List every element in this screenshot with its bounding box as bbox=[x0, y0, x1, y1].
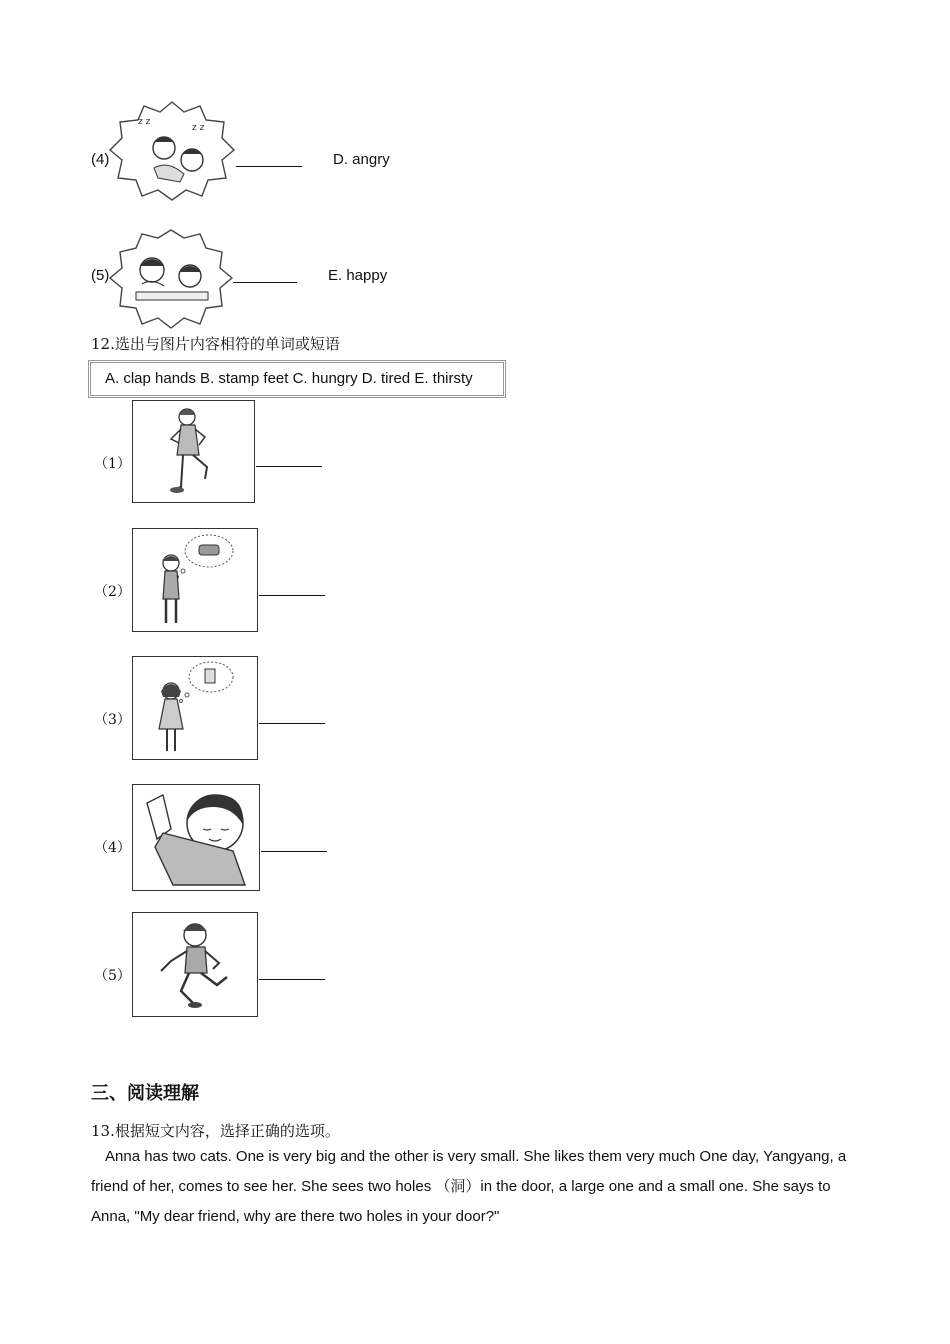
q12-item-number: （3） bbox=[94, 712, 131, 728]
stamping-girl-icon bbox=[132, 400, 255, 503]
question-title: 13.根据短文内容，选择正确的选项。 bbox=[91, 1122, 340, 1140]
q12-item-number: （1） bbox=[94, 456, 131, 472]
q12-item-number: （2） bbox=[94, 584, 131, 600]
passage-line-2: friend of her, comes to see her. She sees two holes （洞）in the door, a large one and a small one. She says to bbox=[91, 1178, 831, 1195]
q11-item-5-option: E. happy bbox=[328, 267, 388, 284]
answer-blank[interactable] bbox=[233, 282, 297, 283]
options-box bbox=[88, 360, 506, 398]
hungry-boy-icon bbox=[132, 528, 258, 632]
answer-blank[interactable] bbox=[259, 723, 325, 724]
question-title: 12.选出与图片内容相符的单词或短语 bbox=[91, 335, 340, 353]
passage-line-3: Anna, "My dear friend, why are there two holes in your door?" bbox=[91, 1208, 500, 1225]
svg-text:z z: z z bbox=[138, 117, 151, 127]
thirsty-girl-icon bbox=[132, 656, 258, 760]
answer-blank[interactable] bbox=[259, 595, 325, 596]
svg-text:z z: z z bbox=[192, 123, 205, 133]
q12-item-number: （4） bbox=[94, 840, 131, 856]
running-boy-icon bbox=[132, 912, 258, 1017]
q12-item-number: （5） bbox=[94, 968, 131, 984]
q11-item-4-number: (4) bbox=[91, 151, 110, 168]
passage-line-1: Anna has two cats. One is very big and the other is very small. She likes them very much One day, Yangyang, a bbox=[105, 1148, 847, 1165]
q11-item-4-option: D. angry bbox=[333, 151, 390, 168]
tired-people-icon bbox=[108, 226, 234, 330]
clapping-boy-icon bbox=[132, 784, 260, 891]
answer-blank[interactable] bbox=[259, 979, 325, 980]
section-heading: 三、阅读理解 bbox=[91, 1083, 199, 1104]
sleeping-people-icon bbox=[108, 98, 236, 202]
answer-blank[interactable] bbox=[261, 851, 327, 852]
answer-blank[interactable] bbox=[256, 466, 322, 467]
q11-item-5-number: (5) bbox=[91, 267, 110, 284]
answer-blank[interactable] bbox=[236, 166, 302, 167]
options-text: A. clap hands B. stamp feet C. hungry D. tired E. thirsty bbox=[105, 370, 473, 387]
